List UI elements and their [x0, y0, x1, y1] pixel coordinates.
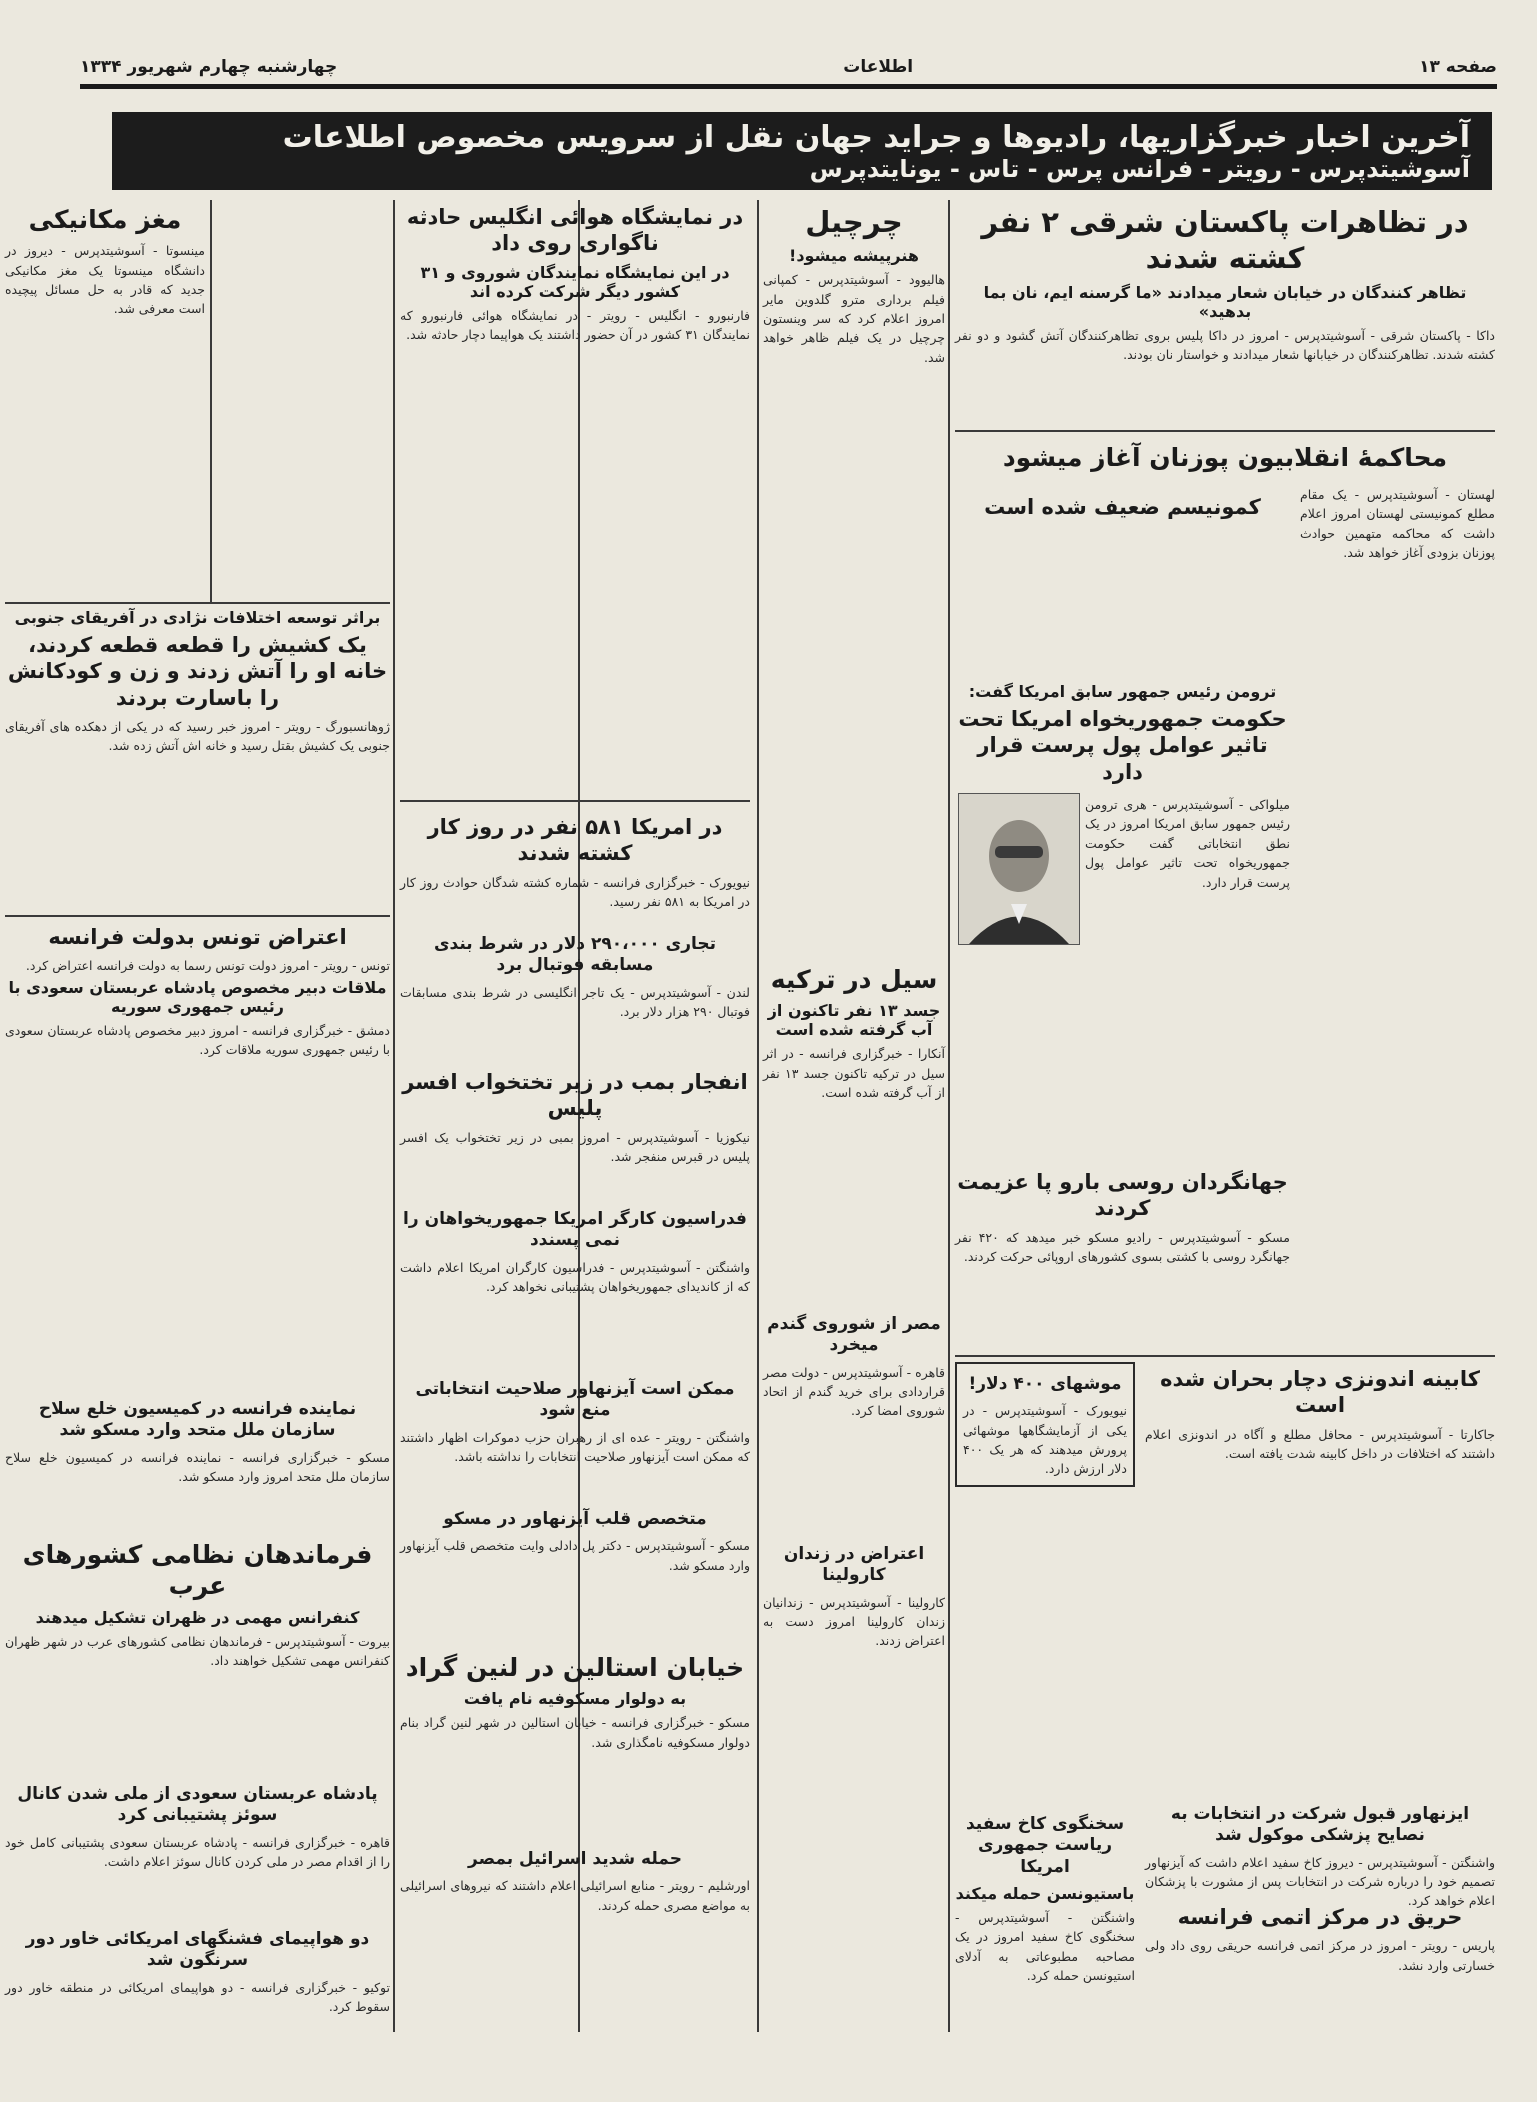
article-body: آنکارا - خبرگزاری فرانسه - در اثر سیل در ترکیه تاکنون جسد ۱۳ نفر از آب گرفته شده است.	[763, 1046, 945, 1100]
article-body: میلواکی - آسوشیتدپرس - هری ترومن رئیس جمهور سابق امریکا امروز در یک نطق انتخاباتی گفت حکومت جمهوریخواه تحت تاثیر عوامل پول پرست قرار دارد.	[1085, 797, 1290, 890]
banner-line-2: آسوشیتدپرس - رویتر - فرانس پرس - تاس - یونایتدپرس	[809, 154, 1470, 183]
paper-name: اطلاعات	[843, 57, 914, 77]
article-football	[400, 930, 750, 1060]
article-body: نیویورک - خبرگزاری فرانسه - شماره کشته شدگان حوادث روز کار در امریکا به ۵۸۱ نفر رسید.	[400, 874, 750, 909]
article-body: مسکو - خبرگزاری فرانسه - نماینده فرانسه در کمیسیون خلع سلاح سازمان ملل متحد امروز وارد مسکو شد.	[5, 1449, 390, 1484]
headline: دو هواپیمای فشنگهای امریکائی خاور دور سرنگون شد	[25, 1929, 370, 1971]
headline: سخنگوی کاخ سفید ریاست جمهوری امریکا	[965, 1814, 1125, 1877]
article-fire	[1145, 1900, 1495, 2030]
article-body: مسکو - خبرگزاری فرانسه - خیابان استالین در شهر لنین گراد بنام دولوار مسکوفیه نامگذاری شد.	[400, 1715, 750, 1750]
column-rule	[393, 200, 395, 2032]
article-body: بیروت - آسوشیتدپرس - فرماندهان نظامی کشورهای عرب در شهر ظهران کنفرانس مهمی تشکیل خواهند داد.	[5, 1633, 390, 1668]
article-rats	[955, 1362, 1135, 1802]
headline: اعتراض تونس بدولت فرانسه	[48, 925, 347, 949]
headline: سیل در ترکیه	[770, 965, 938, 994]
truman-photo	[958, 793, 1080, 945]
headline: در تظاهرات پاکستان شرقی ۲ نفر کشته شدند	[981, 205, 1469, 276]
article-heart-specialist	[400, 1505, 750, 1645]
headline: فرماندهان نظامی کشورهای عرب	[22, 1540, 373, 1601]
portrait-illustration	[959, 794, 1079, 944]
column-rule	[757, 200, 759, 2032]
section-rule	[5, 602, 390, 604]
headline: پادشاه عربستان سعودی از ملی شدن کانال سوئز پشتیبانی کرد	[17, 1784, 378, 1826]
article-body: جاکارتا - آسوشیتدپرس - محافل مطلع و آگاه در اندونزی اعلام داشتند که اختلافات در داخل کابینه شدت یافته است.	[1145, 1426, 1495, 1461]
headline: فدراسیون کارگر امریکا جمهوریخواهان را نمی پسندد	[403, 1209, 747, 1251]
headline: تجاری ۲۹۰،۰۰۰ دلار در شرط بندی مسابقه فوتبال برد	[433, 934, 717, 976]
article-body: واشنگتن - آسوشیتدپرس - فدراسیون کارگران امریکا اعلام داشت که از کاندیدای جمهوریخواهان پشتیبانی نخواهد کرد.	[400, 1259, 750, 1294]
section-rule	[5, 915, 390, 917]
headline: کابینه اندونزی دچار بحران شده است	[1160, 1367, 1480, 1418]
article-body: اورشلیم - رویتر - منابع اسرائیلی اعلام داشتند که نیروهای اسرائیلی به مواضع مصری حمله کردند.	[400, 1878, 750, 1913]
article-communism	[955, 490, 1290, 595]
headline: خیابان استالین در لنین گراد	[405, 1653, 745, 1682]
headline: کمونیسم ضعیف شده است	[984, 495, 1261, 519]
article-union	[400, 1205, 750, 1355]
column-rule	[210, 200, 212, 602]
article-usa	[400, 810, 750, 930]
headline: حکومت جمهوریخواه امریکا تحت تاثیر عوامل پول پرست قرار دارد	[958, 707, 1287, 784]
headline: یک کشیش را قطعه قطعه کردند، خانه او را آتش زدند و زن و کودکانش را باسارت بردند	[7, 633, 388, 710]
issue-date: چهارشنبه چهارم شهریور ۱۳۳۴	[80, 57, 338, 77]
article-pakistan	[955, 200, 1495, 425]
headline: در امریکا ۵۸۱ نفر در روز کار کشته شدند	[427, 815, 723, 866]
headline: انفجار بمب در زیر تختخواب افسر پلیس	[402, 1070, 748, 1121]
article-body: واشنگتن - آسوشیتدپرس - دیروز کاخ سفید اعلام داشت که آیزنهاور تصمیم خود را درباره شرکت در انتخابات پس از مشورت با پزشکان اعلام خواهد کرد.	[1145, 1854, 1495, 1909]
article-tourists	[955, 1165, 1290, 1285]
article-body: قاهره - خبرگزاری فرانسه - پادشاه عربستان سعودی پشتیبانی کامل خود را از اقدام مصر در ملی کردن کانال سوئز اعلام داشت.	[5, 1834, 390, 1869]
article-mechanical-brain	[5, 200, 205, 600]
column-rule	[948, 200, 950, 2032]
boxed-article	[955, 1362, 1135, 1487]
article-body: نیکوزیا - آسوشیتدپرس - امروز بمبی در زیر تختخواب یک افسر پلیس در قبرس منفجر شد.	[400, 1129, 750, 1164]
headline: حریق در مرکز اتمی فرانسه	[1177, 1905, 1463, 1929]
headline: مصر از شوروی گندم میخرد	[767, 1314, 941, 1356]
subheadline: ملاقات دبیر مخصوص پادشاه عربستان سعودی با رئیس جمهوری سوریه	[8, 977, 387, 1016]
article-white-house	[955, 1810, 1135, 2030]
article-body: مینسوتا - آسوشیتدپرس - دیروز در دانشگاه مینسوتا یک مغز مکانیکی جدید که قادر به حل مسائل پیچیده است معرفی شد.	[5, 243, 205, 317]
article-body: واشنگتن - رویتر - عده ای از رهبران حزب دموکرات اظهار داشتند که ممکن است آیزنهاور صلاحیت انتخابات را نداشته باشد.	[400, 1429, 750, 1464]
article-body: داکا - پاکستان شرقی - آسوشیتدپرس - امروز در داکا پلیس بروی تظاهرکنندگان آتش گشود و دو نفر کشته شدند. تظاهرکنندگان در خیابانها شعار میدادند و خواستار نان بودند.	[955, 327, 1495, 362]
article-body: لهستان - آسوشیتدپرس - یک مقام مطلع کمونیستی لهستان امروز اعلام داشت که محاکمه متهمین حوادث پوزنان بزودی آغاز خواهد شد.	[1300, 487, 1495, 561]
article-africa	[5, 606, 390, 906]
article-prison	[763, 1540, 945, 1870]
article-stevenson	[400, 1375, 750, 1505]
kicker: براثر توسعه اختلافات نژادی در آفریقای جنوبی	[14, 608, 381, 627]
article-body: ژوهانسبورگ - رویتر - امروز خبر رسید که در یکی از دهکده های آفریقای جنوبی یک کشیش بقتل رسید و خانه اش آتش زده شد.	[5, 718, 390, 754]
headline: جهانگردان روسی بارو پا عزیمت کردند	[957, 1170, 1288, 1221]
subheadline: تظاهر کنندگان در خیابان شعار میدادند «ما گرسنه ایم، نان بما بدهید»	[983, 282, 1467, 321]
article-body: مسکو - آسوشیتدپرس - رادیو مسکو خبر میدهد که ۴۲۰ نفر جهانگرد روسی با کشتی بسوی کشورهای اروپائی حرکت کردند.	[955, 1229, 1290, 1264]
article-body: هالیوود - آسوشیتدپرس - کمپانی فیلم برداری مترو گلدوین مایر امروز اعلام کرد که سر وینستون چرچیل در یک فیلم ظاهر خواهد شد.	[763, 272, 945, 365]
article-explosion	[400, 1065, 750, 1205]
article-truman-body	[1085, 795, 1290, 945]
article-body: توکیو - خبرگزاری فرانسه - دو هواپیمای امریکائی در منطقه خاور دور سقوط کرد.	[5, 1979, 390, 2014]
article-body: لندن - آسوشیتدپرس - یک تاجر انگلیسی در شرط بندی مسابقات فوتبال ۲۹۰ هزار دلار برد.	[400, 984, 750, 1019]
banner-line-1: آخرین اخبار خبرگزاریها، رادیوها و جراید جهان نقل از سرویس مخصوص اطلاعات	[282, 119, 1470, 155]
section-rule	[955, 430, 1495, 432]
article-israel	[400, 1845, 750, 2025]
article-france-disarmament	[5, 1395, 390, 1515]
headline: محاکمهٔ انقلابیون پوزنان آغاز میشود	[1002, 443, 1448, 472]
headline: ممکن است آیزنهاور صلاحیت انتخاباتی منع شود	[415, 1379, 735, 1421]
subheadline: جسد ۱۳ نفر تاکنون از آب گرفته شده است	[767, 1001, 941, 1040]
article-far-east	[5, 1925, 390, 2035]
headline: در نمایشگاه هوائی انگلیس حادثه ناگواری روی داد	[406, 205, 744, 256]
headline: متخصص قلب آیزنهاور در مسکو	[443, 1509, 707, 1529]
article-tunis	[5, 920, 390, 1270]
subheadline: باستیونسن حمله میکند	[955, 1883, 1135, 1903]
section-rule	[955, 1355, 1495, 1357]
headline: نماینده فرانسه در کمیسیون خلع سلاح سازمان ملل متحد وارد مسکو شد	[38, 1399, 357, 1441]
article-soviet-wheat	[763, 1310, 945, 1540]
article-body-2: دمشق - خبرگزاری فرانسه - امروز دبیر مخصوص پادشاه عربستان سعودی با رئیس جمهوری سوریه ملاقات کرد.	[5, 1022, 390, 1057]
article-body: نیویورک - آسوشیتدپرس - در یکی از آزمایشگاهها موشهائی پرورش میدهند که هر یک ۴۰۰ دلار ارزش دارد.	[963, 1403, 1127, 1477]
article-body: قاهره - آسوشیتدپرس - دولت مصر قراردادی برای خرید گندم از اتحاد شوروی امضا کرد.	[763, 1364, 945, 1419]
top-banner	[112, 112, 1492, 190]
headline: ایزنهاور قبول شرکت در انتخابات به نصایح پزشکی موکول شد	[1170, 1804, 1470, 1846]
folio-bar	[80, 50, 1497, 89]
section-rule	[400, 800, 750, 802]
kicker: ترومن رئیس جمهور سابق امریکا گفت:	[968, 682, 1277, 701]
article-flood	[763, 960, 945, 1210]
headline: چرچیل	[805, 205, 903, 239]
article-body: کارولینا - آسوشیتدپرس - زندانیان زندان کارولینا امروز دست به اعتراض زدند.	[763, 1594, 945, 1649]
article-truman-head	[955, 680, 1290, 790]
article-arab-commanders	[5, 1535, 390, 1735]
headline: حمله شدید اسرائیل بمصر	[468, 1849, 682, 1869]
article-body: فارنبورو - انگلیس - رویتر - در نمایشگاه هوائی فارنبورو که نمایندگان ۳۱ کشور در آن حضور داشتند یک هواپیما دچار حادثه شد.	[400, 307, 750, 342]
page-number: صفحه ۱۳	[1419, 57, 1497, 77]
article-body: مسکو - آسوشیتدپرس - دکتر پل دادلی وایت متخصص قلب آیزنهاور وارد مسکو شد.	[400, 1538, 750, 1573]
article-cabinet	[1145, 1362, 1495, 1712]
headline: مغز مکانیکی	[28, 205, 182, 234]
subheadline: به دولوار مسکوفیه نام یافت	[463, 1689, 687, 1709]
article-body: پاریس - رویتر - امروز در مرکز اتمی فرانسه حریقی روی داد ولی خسارتی وارد نشد.	[1145, 1938, 1495, 1973]
article-stalin-street	[400, 1648, 750, 1798]
article-eisenhower-medical	[1145, 1800, 1495, 1909]
article-body: تونس - رویتر - امروز دولت تونس رسما به دولت فرانسه اعتراض کرد.	[25, 958, 390, 974]
headline: اعتراض در زندان کارولینا	[783, 1544, 925, 1586]
article-airshow	[400, 200, 750, 600]
headline: موشهای ۴۰۰ دلار!	[968, 1374, 1122, 1394]
subheadline: هنرپیشه میشود!	[789, 246, 919, 266]
article-suez	[5, 1780, 390, 1910]
subheadline: کنفرانس مهمی در ظهران تشکیل میدهند	[35, 1607, 360, 1627]
subheadline: در این نمایشگاه نمایندگان شوروی و ۳۱ کشور دیگر شرکت کرده اند	[420, 262, 730, 301]
article-churchill	[763, 200, 945, 950]
article-body: واشنگتن - آسوشیتدپرس - سخنگوی کاخ سفید امروز در یک مصاحبه مطبوعاتی به آدلای استیونسن حمله کرد.	[955, 1909, 1135, 1983]
